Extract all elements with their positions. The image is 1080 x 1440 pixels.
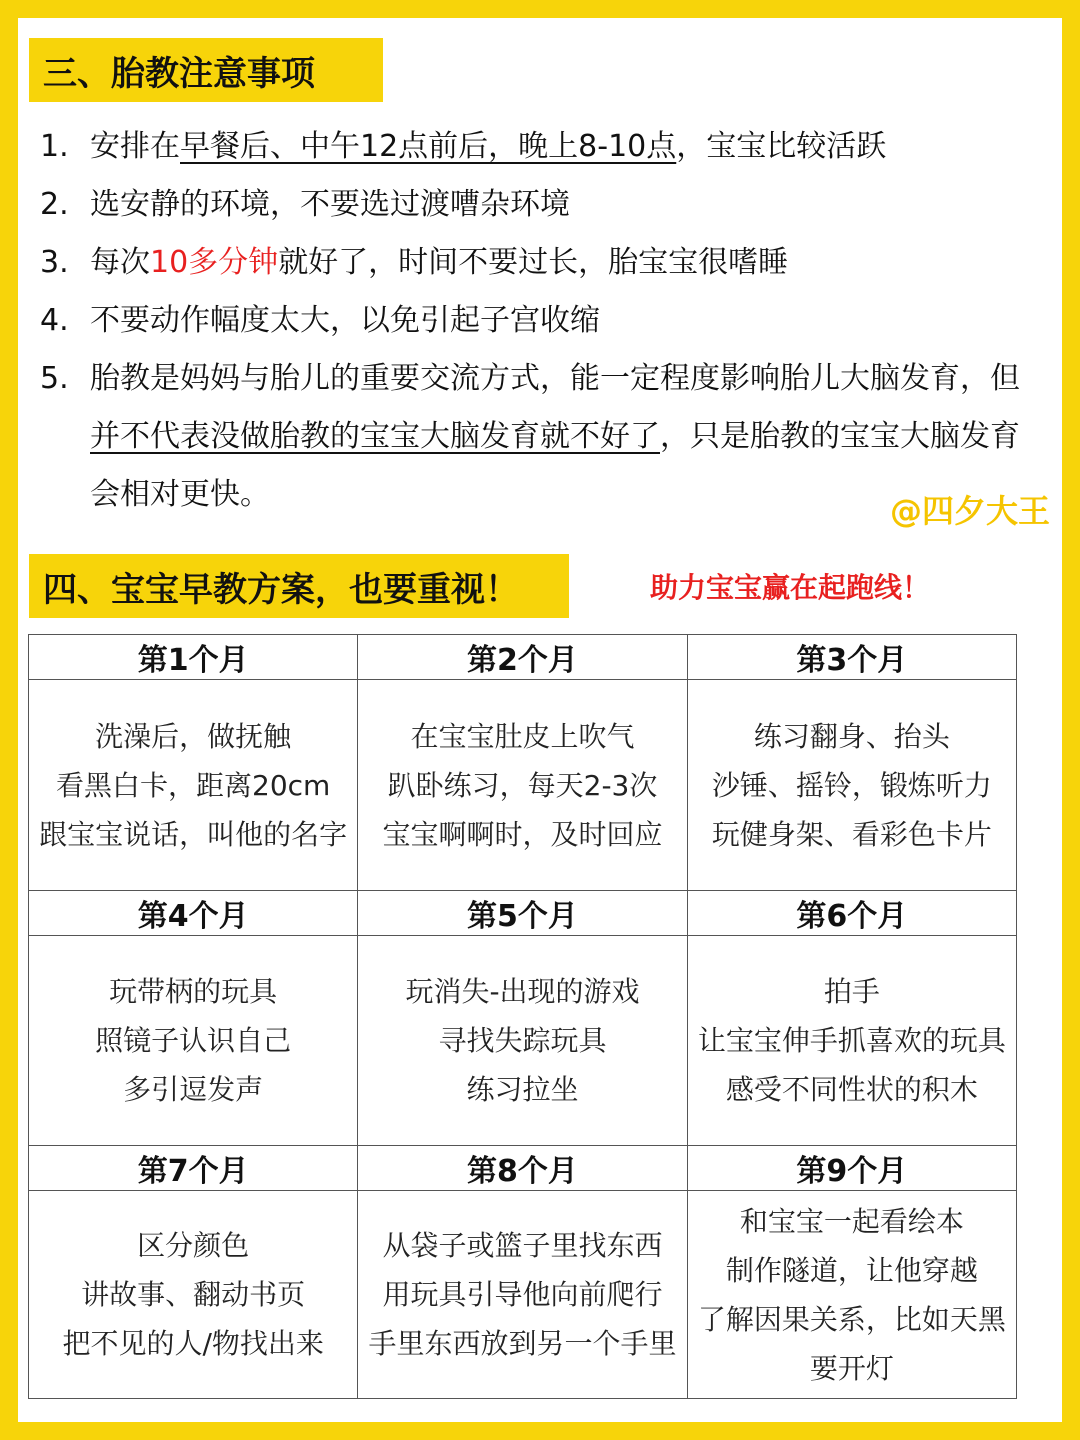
activity-line: 洗澡后，做抚触	[95, 719, 292, 753]
note-item	[40, 234, 1020, 292]
activity-line: 照镜子认识自己	[95, 1024, 292, 1057]
activity-line: 跟宝宝说话，叫他的名字	[39, 817, 348, 851]
note-text	[90, 234, 1020, 292]
activity-line: 用玩具引导他向前爬行	[382, 1278, 663, 1311]
note-text-part: ，只是胎教的宝宝大脑发育会相对更快。	[90, 419, 1020, 512]
activity-line: 制作隧道，让他穿越	[725, 1253, 978, 1287]
activity-line: 沙锤、摇铃，锻炼听力	[711, 768, 992, 802]
note-text	[90, 350, 1020, 524]
underlined-text: 并不代表没做胎教的宝宝大脑发育就不好了	[90, 419, 660, 454]
author-watermark: @四夕大王	[889, 492, 1050, 530]
note-text-part: ，宝宝比较活跃	[676, 129, 887, 164]
note-item	[40, 292, 1020, 350]
activity-line: 感受不同性状的积木	[725, 1073, 978, 1106]
month-header: 第1个月	[29, 635, 358, 680]
month-activities	[29, 1191, 358, 1399]
note-text-part: 选安静的环境，不要选过渡嘈杂环境	[90, 187, 570, 222]
note-text-part: 胎教是妈妈与胎儿的重要交流方式，能一定程度影响胎儿大脑发育，但	[90, 361, 1020, 396]
note-number: 1.	[40, 129, 69, 164]
activity-line: 让宝宝伸手抓喜欢的玩具	[697, 1024, 1006, 1057]
month-activities	[29, 680, 358, 891]
activity-line: 从袋子或篮子里找东西	[382, 1229, 663, 1262]
activity-line: 宝宝啊啊时，及时回应	[382, 817, 663, 851]
activity-line: 趴卧练习，每天2-3次	[387, 768, 658, 802]
activity-line: 在宝宝肚皮上吹气	[410, 719, 635, 753]
activity-line: 讲故事、翻动书页	[81, 1278, 306, 1311]
activity-line: 玩消失-出现的游戏	[405, 975, 640, 1008]
month-header: 第3个月	[687, 635, 1016, 680]
month-activities	[29, 936, 358, 1146]
note-text-part: 就好了，时间不要过长，胎宝宝很嗜睡	[278, 245, 789, 280]
activity-line: 玩健身架、看彩色卡片	[711, 817, 992, 851]
month-header-row	[29, 1146, 1017, 1191]
activity-line: 多引逗发声	[123, 1073, 264, 1106]
month-header-row	[29, 891, 1017, 936]
note-number: 5.	[40, 361, 69, 396]
activity-line: 和宝宝一起看绘本	[739, 1204, 964, 1238]
month-header-row	[29, 635, 1017, 680]
section4-heading: 四、宝宝早教方案，也要重视！	[29, 554, 569, 618]
month-header: 第5个月	[358, 891, 687, 936]
month-activities	[358, 680, 687, 891]
section3-heading: 三、胎教注意事项	[29, 38, 383, 102]
activity-line: 练习翻身、抬头	[753, 719, 950, 753]
note-text-part: 每次	[90, 245, 150, 280]
activity-line: 了解因果关系，比如天黑	[697, 1302, 1006, 1336]
activity-line: 练习拉坐	[466, 1073, 579, 1106]
activity-line: 看黑白卡，距离20cm	[56, 768, 331, 802]
activity-line: 拍手	[823, 975, 880, 1008]
month-activities	[687, 1191, 1016, 1399]
activity-line: 寻找失踪玩具	[438, 1024, 607, 1057]
note-text	[90, 118, 1020, 176]
activity-line: 把不见的人/物找出来	[62, 1327, 324, 1360]
month-header: 第8个月	[358, 1146, 687, 1191]
underlined-text: 早餐后、中午12点前后，晚上8-10点	[180, 129, 677, 164]
note-text	[90, 176, 1020, 234]
activity-line: 要开灯	[809, 1351, 894, 1385]
month-activities	[687, 680, 1016, 891]
note-number: 4.	[40, 303, 69, 338]
month-header: 第7个月	[29, 1146, 358, 1191]
month-header: 第6个月	[687, 891, 1016, 936]
month-content-row	[29, 936, 1017, 1146]
activity-line: 手里东西放到另一个手里	[368, 1327, 677, 1360]
month-content-row	[29, 680, 1017, 891]
note-item	[40, 176, 1020, 234]
note-text	[90, 292, 1020, 350]
month-activities	[358, 936, 687, 1146]
note-item	[40, 350, 1020, 524]
prenatal-notes-list	[40, 118, 1020, 524]
section4-tagline: 助力宝宝赢在起跑线！	[650, 571, 931, 604]
early-education-table	[28, 634, 1017, 1399]
month-header: 第4个月	[29, 891, 358, 936]
activity-line: 区分颜色	[137, 1229, 250, 1262]
month-activities	[358, 1191, 687, 1399]
month-content-row	[29, 1191, 1017, 1399]
note-text-part: 不要动作幅度太大，以免引起子宫收缩	[90, 303, 600, 338]
note-text-part: 安排在	[90, 129, 180, 164]
note-number: 2.	[40, 187, 69, 222]
note-number: 3.	[40, 245, 69, 280]
month-activities	[687, 936, 1016, 1146]
month-header: 第2个月	[358, 635, 687, 680]
month-header: 第9个月	[687, 1146, 1016, 1191]
note-item	[40, 118, 1020, 176]
highlight-text: 10多分钟	[150, 245, 279, 280]
activity-line: 玩带柄的玩具	[109, 975, 278, 1008]
